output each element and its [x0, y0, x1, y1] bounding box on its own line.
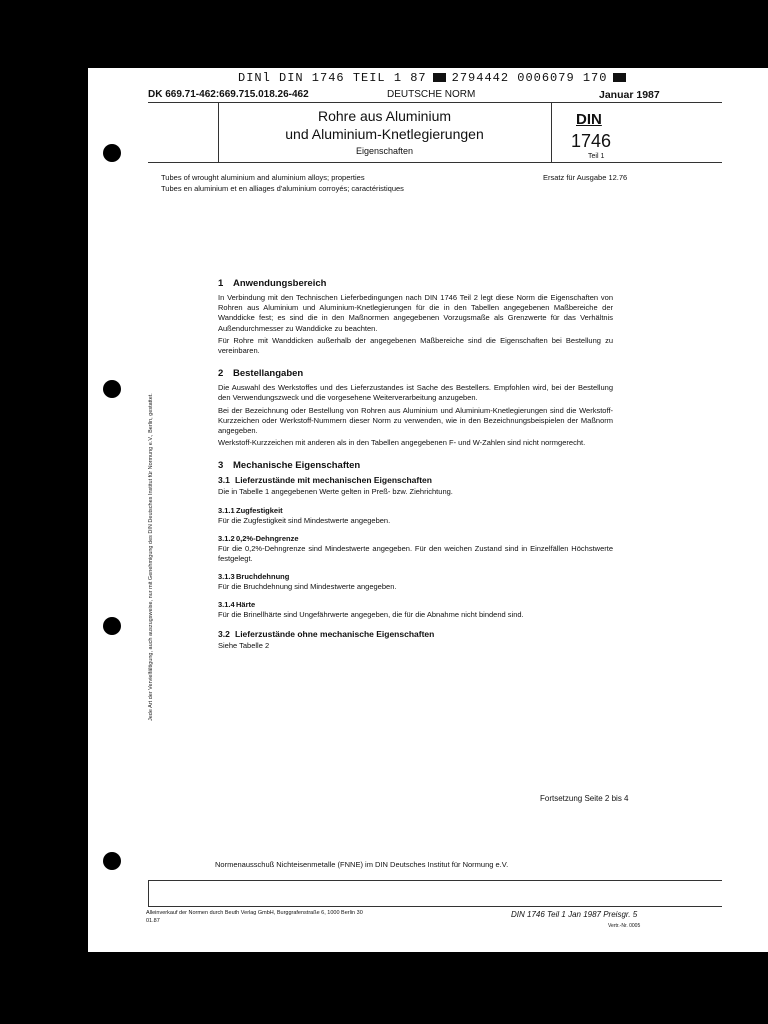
- title-subtitle: Eigenschaften: [355, 146, 414, 156]
- continuation-note: Fortsetzung Seite 2 bis 4: [540, 794, 629, 803]
- paragraph: Die Auswahl des Werkstoffes und des Lieferzustandes ist Sache des Bestellers. Empfohlen wird, bei der Bestellung den Verwendungszweck und die vorgesehene Weiterverarbeitung anzugeben.: [218, 383, 613, 403]
- copyright-side-note: Jede Art der Vervielfältigung, auch auszugsweise, nur mit Genehmigung des DIN Deutsches Institut für Normung e.V., Berlin, gestattet.: [148, 393, 154, 721]
- footer-edition: 01.87: [146, 918, 160, 924]
- document-id-left: DINl DIN 1746 TEIL 1 87: [238, 71, 427, 85]
- paragraph: Für die 0,2%-Dehngrenze sind Mindestwerte angegeben. Für den weichen Zustand sind in Einzelfällen Höchstwerte festgelegt.: [218, 543, 613, 564]
- subsubsection-heading: 3.1.1Zugfestigkeit: [218, 505, 283, 515]
- footer-rule-bottom: [148, 906, 722, 907]
- footer-rule-top: [148, 880, 722, 881]
- subsection-heading: 3.1 Lieferzustände mit mechanischen Eigenschaften: [218, 475, 432, 486]
- title-line-2: und Aluminium-Knetlegierungen: [285, 126, 484, 142]
- paragraph: Für die Zugfestigkeit sind Mindestwerte angegeben.: [218, 515, 391, 525]
- document-id-right: 2794442 0006079 170: [451, 71, 608, 85]
- punch-hole: [103, 380, 121, 398]
- scan-border: [88, 952, 768, 958]
- header-divider-right: [551, 102, 552, 162]
- english-title: Tubes of wrought aluminium and aluminium alloys; properties: [161, 173, 365, 182]
- paragraph: Werkstoff-Kurzzeichen mit anderen als in den Tabellen angegebenen F- und W-Zahlen sind nicht normgerecht.: [218, 438, 586, 448]
- din-label: DIN: [576, 111, 602, 128]
- section-heading: 1 Anwendungsbereich: [218, 278, 327, 289]
- din-number: 1746: [571, 131, 612, 151]
- subsubsection-heading: 3.1.3Bruchdehnung: [218, 572, 290, 582]
- document-id-line: [238, 71, 632, 85]
- footer-reference: DIN 1746 Teil 1 Jan 1987 Preisgr. 5: [511, 910, 638, 919]
- document-body: [218, 278, 613, 653]
- barcode-block: [613, 73, 626, 82]
- title-line-1: Rohre aus Aluminium: [317, 108, 452, 124]
- footer-vertrieb-number: Vertr.-Nr. 0005: [608, 923, 641, 929]
- paragraph: Bei der Bezeichnung oder Bestellung von Rohren aus Aluminium und Aluminium-Knetlegierungen sind die Werkstoff-Kurzzeichen oder Werkstoff-Nummern dieser Norm zu verwenden, wie in den Bezeichnungsbeispielen der Maßnorm angegeben.: [218, 405, 613, 436]
- punch-hole: [103, 852, 121, 870]
- document-page: [86, 68, 768, 958]
- section-heading: 3 Mechanische Eigenschaften: [218, 460, 361, 472]
- punch-hole: [103, 144, 121, 162]
- issue-date: Januar 1987: [599, 89, 660, 101]
- paragraph: Die in Tabelle 1 angegebenen Werte gelten in Preß- bzw. Ziehrichtung.: [218, 487, 453, 497]
- paragraph: Für Rohre mit Wanddicken außerhalb der angegebenen Maßbereiche sind die Eigenschaften bei Bestellung zu vereinbaren.: [218, 335, 613, 356]
- dk-classification: DK 669.71-462:669.715.018.26-462: [148, 89, 309, 100]
- header-rule-top: [148, 102, 722, 103]
- barcode-block: [433, 73, 446, 82]
- subsubsection-heading: 3.1.20,2%-Dehngrenze: [218, 533, 299, 543]
- subsection-heading: 3.2 Lieferzustände ohne mechanische Eigenschaften: [218, 628, 435, 639]
- french-title: Tubes en aluminium et en alliages d'aluminium corroyés; caractéristiques: [161, 184, 404, 193]
- norm-type: DEUTSCHE NORM: [387, 89, 476, 100]
- paragraph: Für die Brinellhärte sind Ungefährwerte angegeben, die für die Abnahme nicht bindend sind.: [218, 610, 524, 620]
- footer-distribution: [146, 909, 363, 925]
- header-rule-bottom: [148, 162, 722, 163]
- replaces-edition: Ersatz für Ausgabe 12.76: [543, 173, 628, 182]
- section-heading: 2 Bestellangaben: [218, 368, 304, 380]
- paragraph: Siehe Tabelle 2: [218, 640, 270, 650]
- committee-line: Normenausschuß Nichteisenmetalle (FNNE) im DIN Deutsches Institut für Normung e.V.: [215, 860, 509, 869]
- footer-rule-left: [148, 880, 149, 906]
- punch-hole: [103, 617, 121, 635]
- footer-distribution-text: Alleinverkauf der Normen durch Beuth Verlag GmbH, Burggrafenstraße 6, 1000 Berlin 30: [146, 910, 363, 916]
- paragraph: In Verbindung mit den Technischen Lieferbedingungen nach DIN 1746 Teil 2 legt diese Norm die Eigenschaften von Rohren aus Aluminium und Aluminium-Knetlegierungen für die in den Tabellen angegebenen Maßbereiche der Wanddicke fest; es sind die in den Maßnormen angegebenen Vorzugsmaße als Grenzwerte für das Verhältnis Außendurchmesser zu Wanddicke zu beachten.: [218, 293, 613, 333]
- paragraph: Für die Bruchdehnung sind Mindestwerte angegeben.: [218, 582, 397, 592]
- din-part: Teil 1: [588, 153, 605, 160]
- subsubsection-heading: 3.1.4Härte: [218, 600, 256, 610]
